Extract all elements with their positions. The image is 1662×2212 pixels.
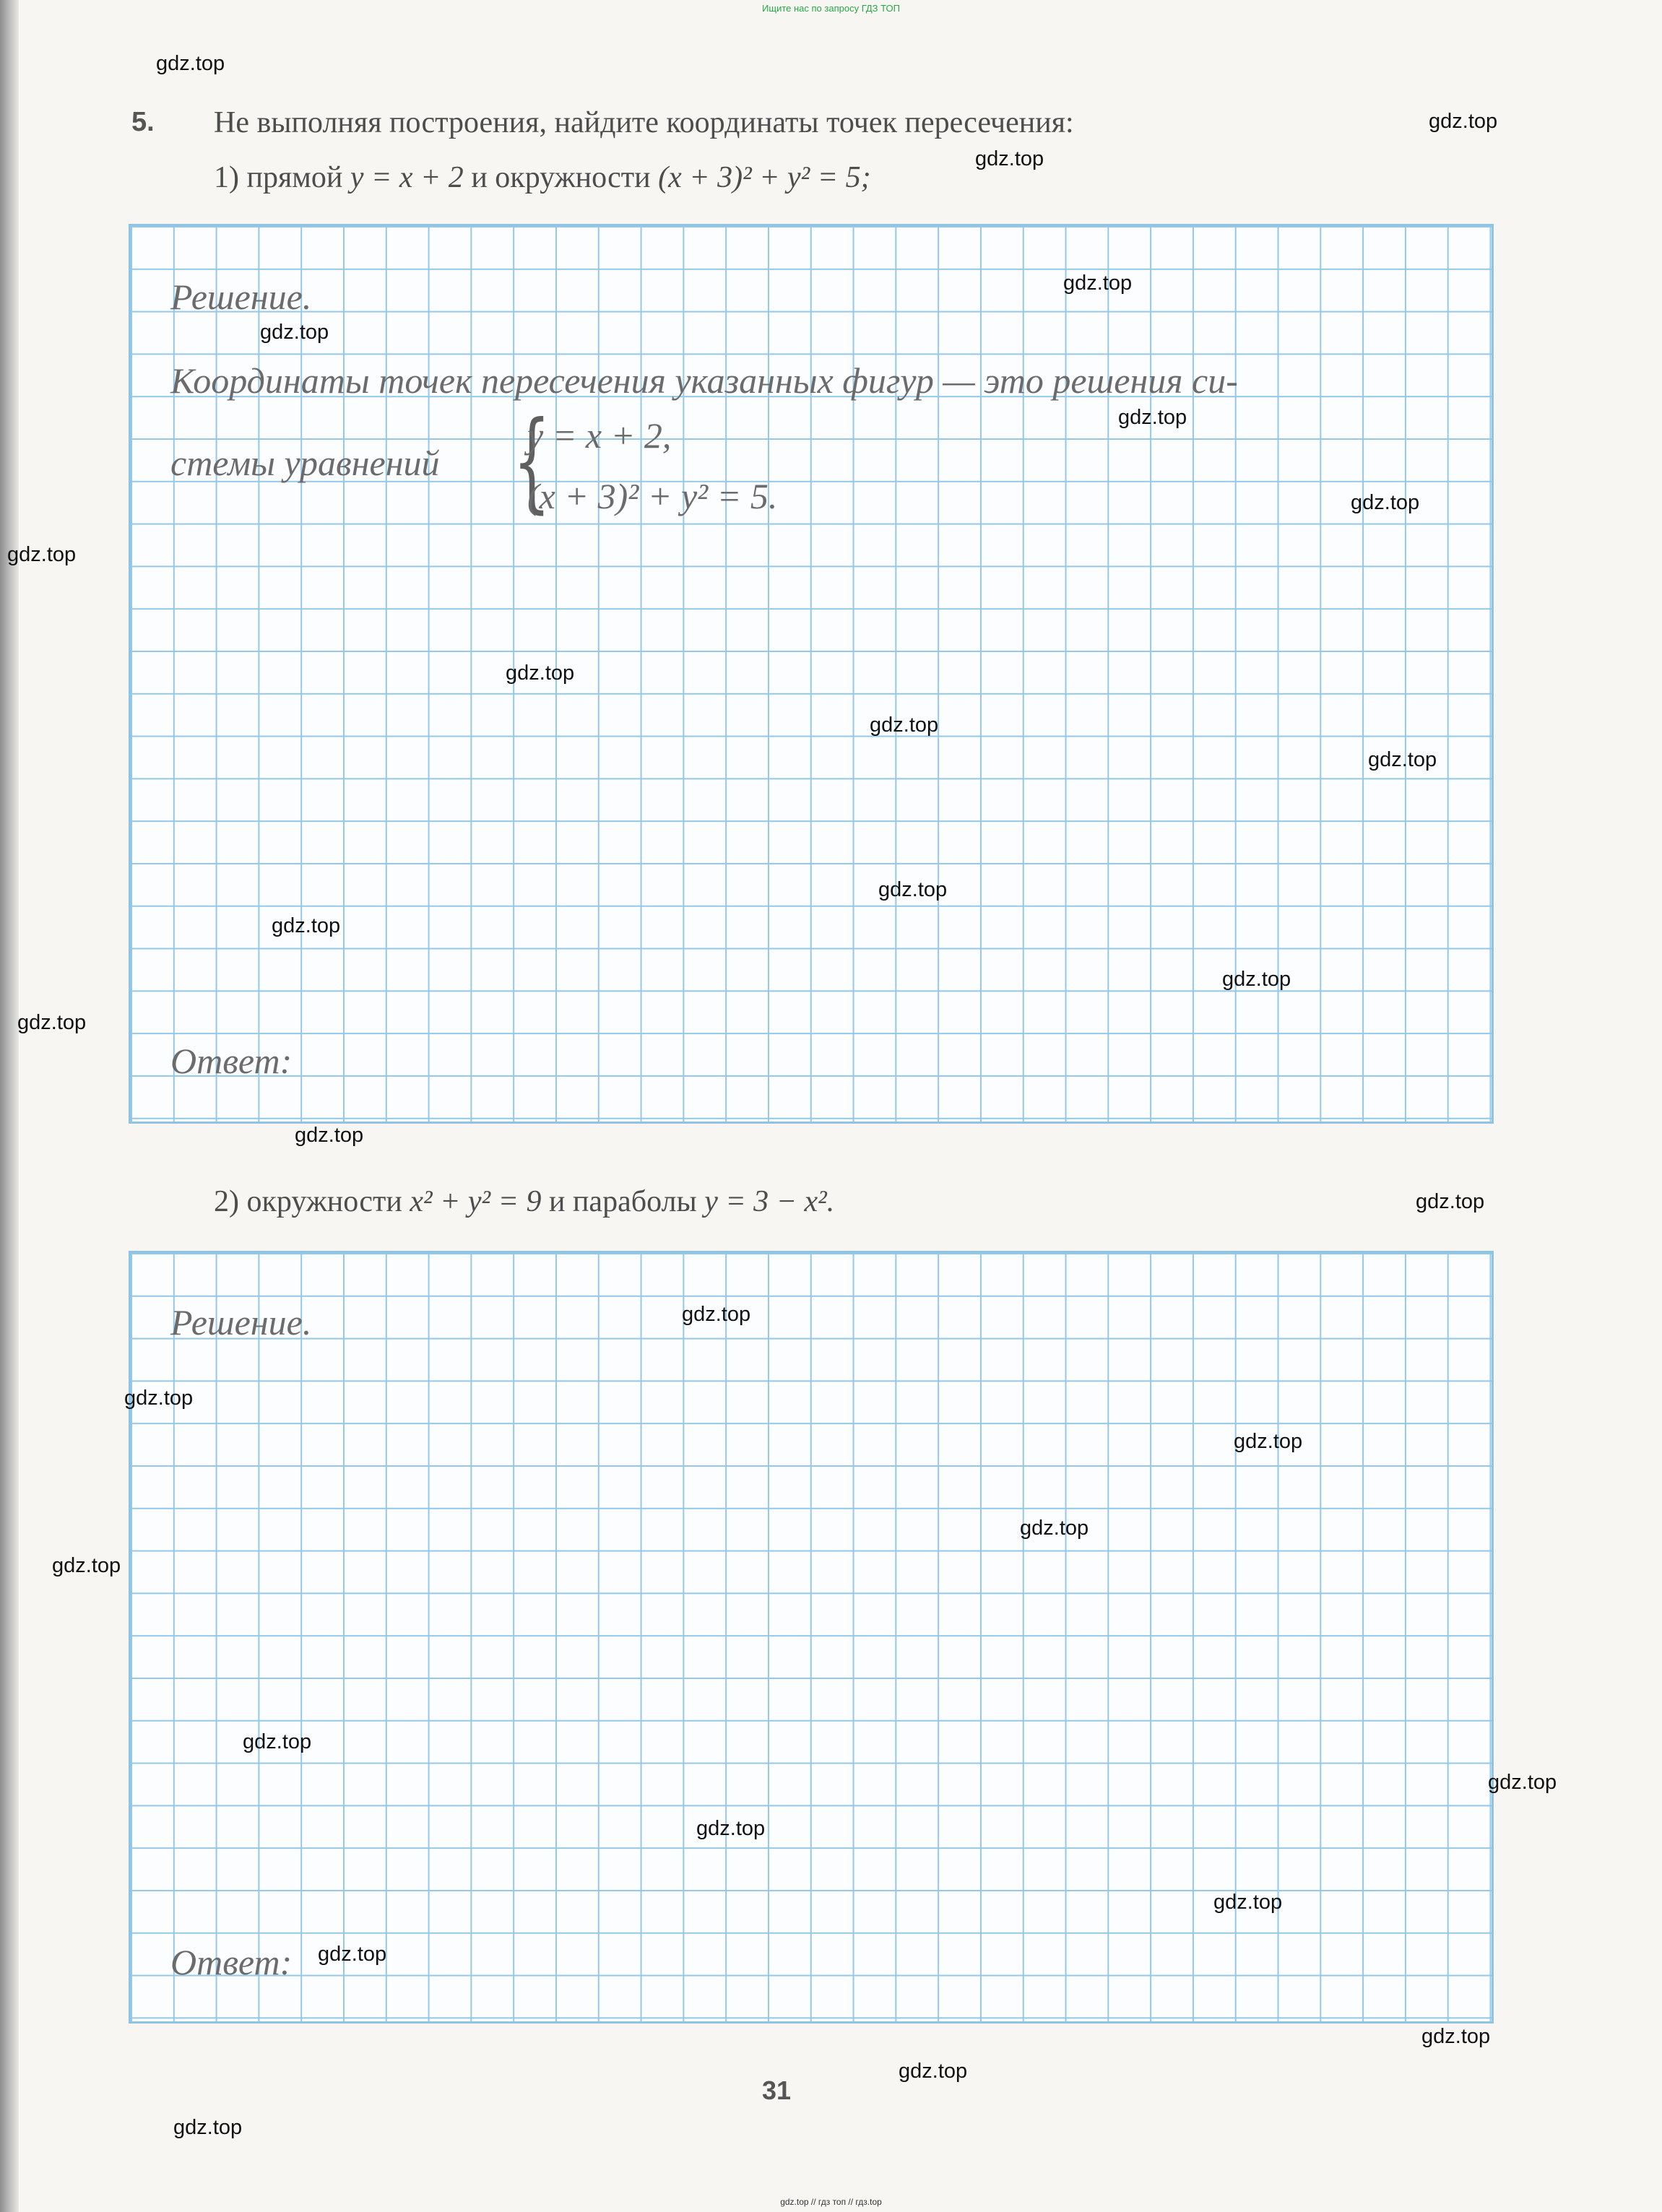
watermark: gdz.top xyxy=(124,1387,194,1410)
system-equation-1: y = x + 2, xyxy=(527,415,672,456)
part2-equation-circle: x² + y² = 9 xyxy=(410,1185,542,1218)
book-spine-shadow xyxy=(0,0,19,2212)
watermark: gdz.top xyxy=(1421,2025,1491,2048)
part1-label: 1) прямой xyxy=(214,161,350,194)
part1-equation-circle: (x + 3)² + y² = 5; xyxy=(658,161,871,194)
watermark: gdz.top xyxy=(243,1730,312,1753)
task-part-1 xyxy=(214,160,871,195)
top-note: Ищите нас по запросу ГДЗ ТОП xyxy=(762,3,900,14)
watermark: gdz.top xyxy=(506,662,575,685)
watermark: gdz.top xyxy=(17,1011,87,1034)
watermark: gdz.top xyxy=(1118,406,1187,429)
task-number: 5. xyxy=(131,107,155,137)
watermark: gdz.top xyxy=(899,2060,968,2083)
bottom-note: gdz.top // гдз топ // гдз.top xyxy=(780,2197,882,2207)
watermark: gdz.top xyxy=(1351,491,1420,514)
watermark: gdz.top xyxy=(260,321,329,344)
answer-label-2: Ответ: xyxy=(170,1942,293,1982)
watermark: gdz.top xyxy=(870,714,939,737)
solution-text-line-1: Координаты точек пересечения указанных фигур — это решения си- xyxy=(170,360,1238,401)
watermark: gdz.top xyxy=(272,914,341,937)
watermark: gdz.top xyxy=(878,878,948,901)
system-equation-2: (x + 3)² + y² = 5. xyxy=(527,476,778,516)
watermark: gdz.top xyxy=(682,1303,751,1326)
part2-equation-parabola: y = 3 − x². xyxy=(704,1185,835,1218)
watermark: gdz.top xyxy=(1213,1891,1283,1914)
watermark: gdz.top xyxy=(1429,110,1498,133)
task-part-2 xyxy=(214,1184,834,1219)
watermark: gdz.top xyxy=(1063,272,1133,295)
part2-middle: и параболы xyxy=(541,1185,705,1218)
watermark: gdz.top xyxy=(1368,748,1437,771)
watermark: gdz.top xyxy=(295,1124,364,1147)
solution-text-line-2: стемы уравнений xyxy=(170,443,440,483)
watermark: gdz.top xyxy=(173,2116,243,2139)
watermark: gdz.top xyxy=(1020,1517,1089,1540)
watermark: gdz.top xyxy=(52,1554,121,1577)
part2-label: 2) окружности xyxy=(214,1185,410,1218)
answer-label-1: Ответ: xyxy=(170,1041,293,1081)
watermark: gdz.top xyxy=(1416,1190,1485,1213)
solution-label-1: Решение. xyxy=(170,277,312,317)
part1-middle: и окружности xyxy=(463,161,659,194)
watermark: gdz.top xyxy=(696,1817,766,1840)
watermark: gdz.top xyxy=(975,147,1044,170)
answer-grid-2[interactable] xyxy=(129,1251,1494,2024)
system-brace: { xyxy=(513,399,551,524)
part1-equation-line: y = x + 2 xyxy=(350,161,464,194)
task-heading: Не выполняя построения, найдите координаты точек пересечения: xyxy=(214,106,1074,139)
watermark: gdz.top xyxy=(1488,1771,1557,1794)
watermark: gdz.top xyxy=(7,543,77,566)
watermark: gdz.top xyxy=(318,1943,387,1966)
watermark: gdz.top xyxy=(156,52,225,75)
solution-label-2: Решение. xyxy=(170,1302,312,1343)
watermark: gdz.top xyxy=(1234,1430,1303,1453)
page-number: 31 xyxy=(762,2076,792,2105)
watermark: gdz.top xyxy=(1222,968,1291,991)
